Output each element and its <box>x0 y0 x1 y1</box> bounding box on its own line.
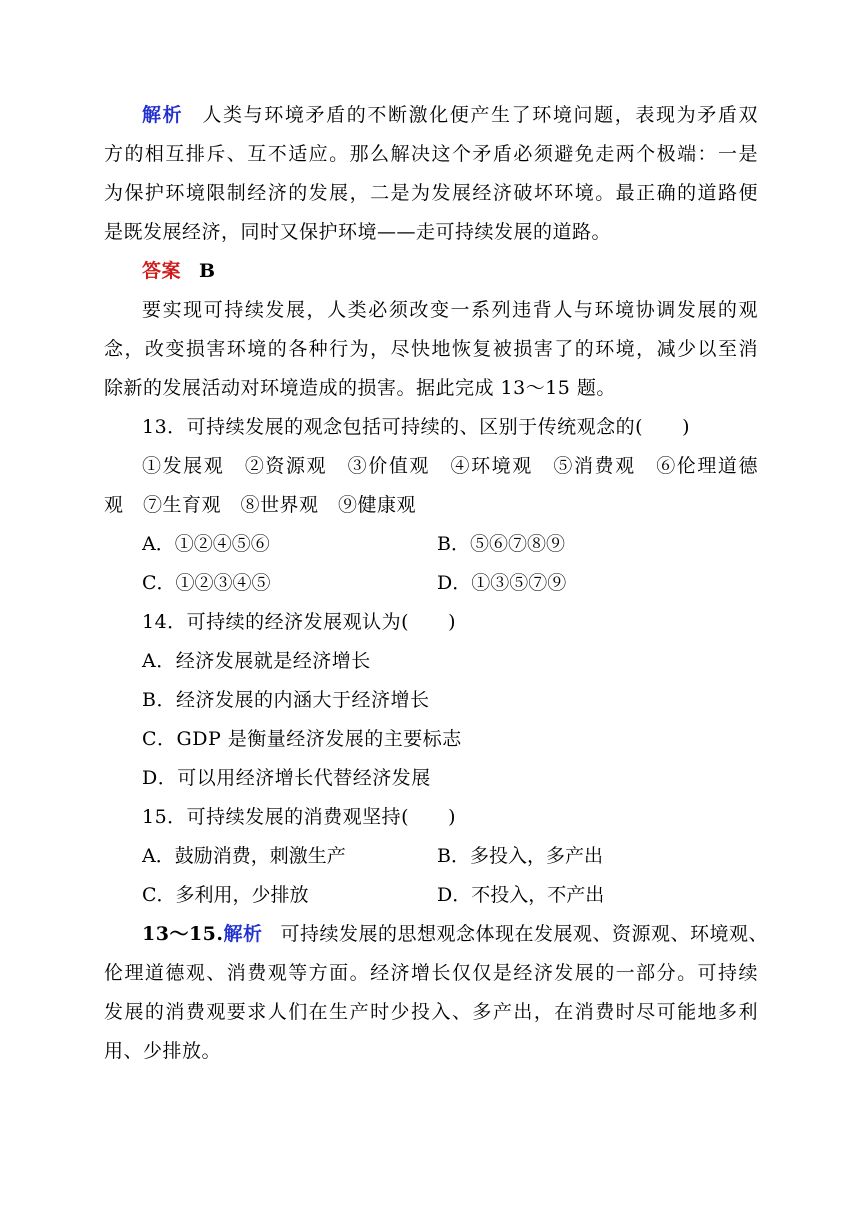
passage-line-1: 要实现可持续发展，人类必须改变一系列违背人与环境协调发展的观 <box>142 299 758 321</box>
explanation-label: 解析 <box>223 923 263 945</box>
passage-line-2: 念，改变损害环境的各种行为，尽快地恢复被损害了的环境，减少以至消 <box>104 338 758 360</box>
explanation-1-line-2: 方的相互排斥、互不适应。那么解决这个矛盾必须避免走两个极端：一是 <box>104 143 758 165</box>
question-15-stem: 15．可持续发展的消费观坚持( ) <box>142 806 457 828</box>
option-b: B．多投入，多产出 <box>437 845 603 867</box>
option-a: A．①②④⑤⑥ <box>142 533 270 555</box>
explanation-2-line-2: 伦理道德观、消费观等方面。经济增长仅仅是经济发展的一部分。可持续 <box>104 962 758 984</box>
option-b: B．⑤⑥⑦⑧⑨ <box>437 533 565 555</box>
option-c: C．GDP 是衡量经济发展的主要标志 <box>142 728 462 750</box>
passage-line-3: 除新的发展活动对环境造成的损害。据此完成 13～15 题。 <box>104 377 616 399</box>
explanation-2-line-1: 13～15.解析 可持续发展的思想观念体现在发展观、资源观、环境观、 <box>142 923 769 945</box>
explanation-1-line-4: 是既发展经济，同时又保护环境——走可持续发展的道路。 <box>104 221 612 243</box>
explanation-label: 解析 <box>142 104 184 126</box>
explanation-2-range: 13～15. <box>142 923 224 945</box>
answer-1 <box>104 252 758 291</box>
question-13-items-line-2: 观 ⑦生育观 ⑧世界观 ⑨健康观 <box>104 494 417 516</box>
option-a: A．鼓励消费，刺激生产 <box>142 845 346 867</box>
option-d: D．不投入，不产出 <box>437 884 605 906</box>
question-15-options-ab <box>104 837 758 876</box>
option-a: A．经济发展就是经济增长 <box>142 650 371 672</box>
option-c: C．①②③④⑤ <box>142 572 271 594</box>
option-d: D．可以用经济增长代替经济发展 <box>142 767 431 789</box>
explanation-2-line-3: 发展的消费观要求人们在生产时少投入、多产出，在消费时尽可能地多利 <box>104 1001 758 1023</box>
question-13-stem: 13．可持续发展的观念包括可持续的、区别于传统观念的( ) <box>142 416 691 438</box>
option-d: D．①③⑤⑦⑨ <box>437 572 567 594</box>
explanation-2-line-4: 用、少排放。 <box>104 1040 222 1062</box>
question-13-options-cd <box>104 564 758 603</box>
question-14-stem: 14．可持续的经济发展观认为( ) <box>142 611 457 633</box>
document-page <box>104 96 769 1071</box>
question-13-items-line-1: ①发展观 ②资源观 ③价值观 ④环境观 ⑤消费观 ⑥伦理道德 <box>142 455 758 477</box>
option-b: B．经济发展的内涵大于经济增长 <box>142 689 430 711</box>
option-c: C．多利用，少排放 <box>142 884 309 906</box>
question-13-options-ab <box>104 525 758 564</box>
explanation-1-line-3: 为保护环境限制经济的发展，二是为发展经济破坏环境。最正确的道路便 <box>104 182 758 204</box>
answer-label: 答案 <box>142 260 182 282</box>
explanation-1-line-1: 解析 人类与环境矛盾的不断激化便产生了环境问题，表现为矛盾双 <box>142 104 758 126</box>
answer-value: B <box>199 260 216 282</box>
question-15-options-cd <box>104 876 758 915</box>
